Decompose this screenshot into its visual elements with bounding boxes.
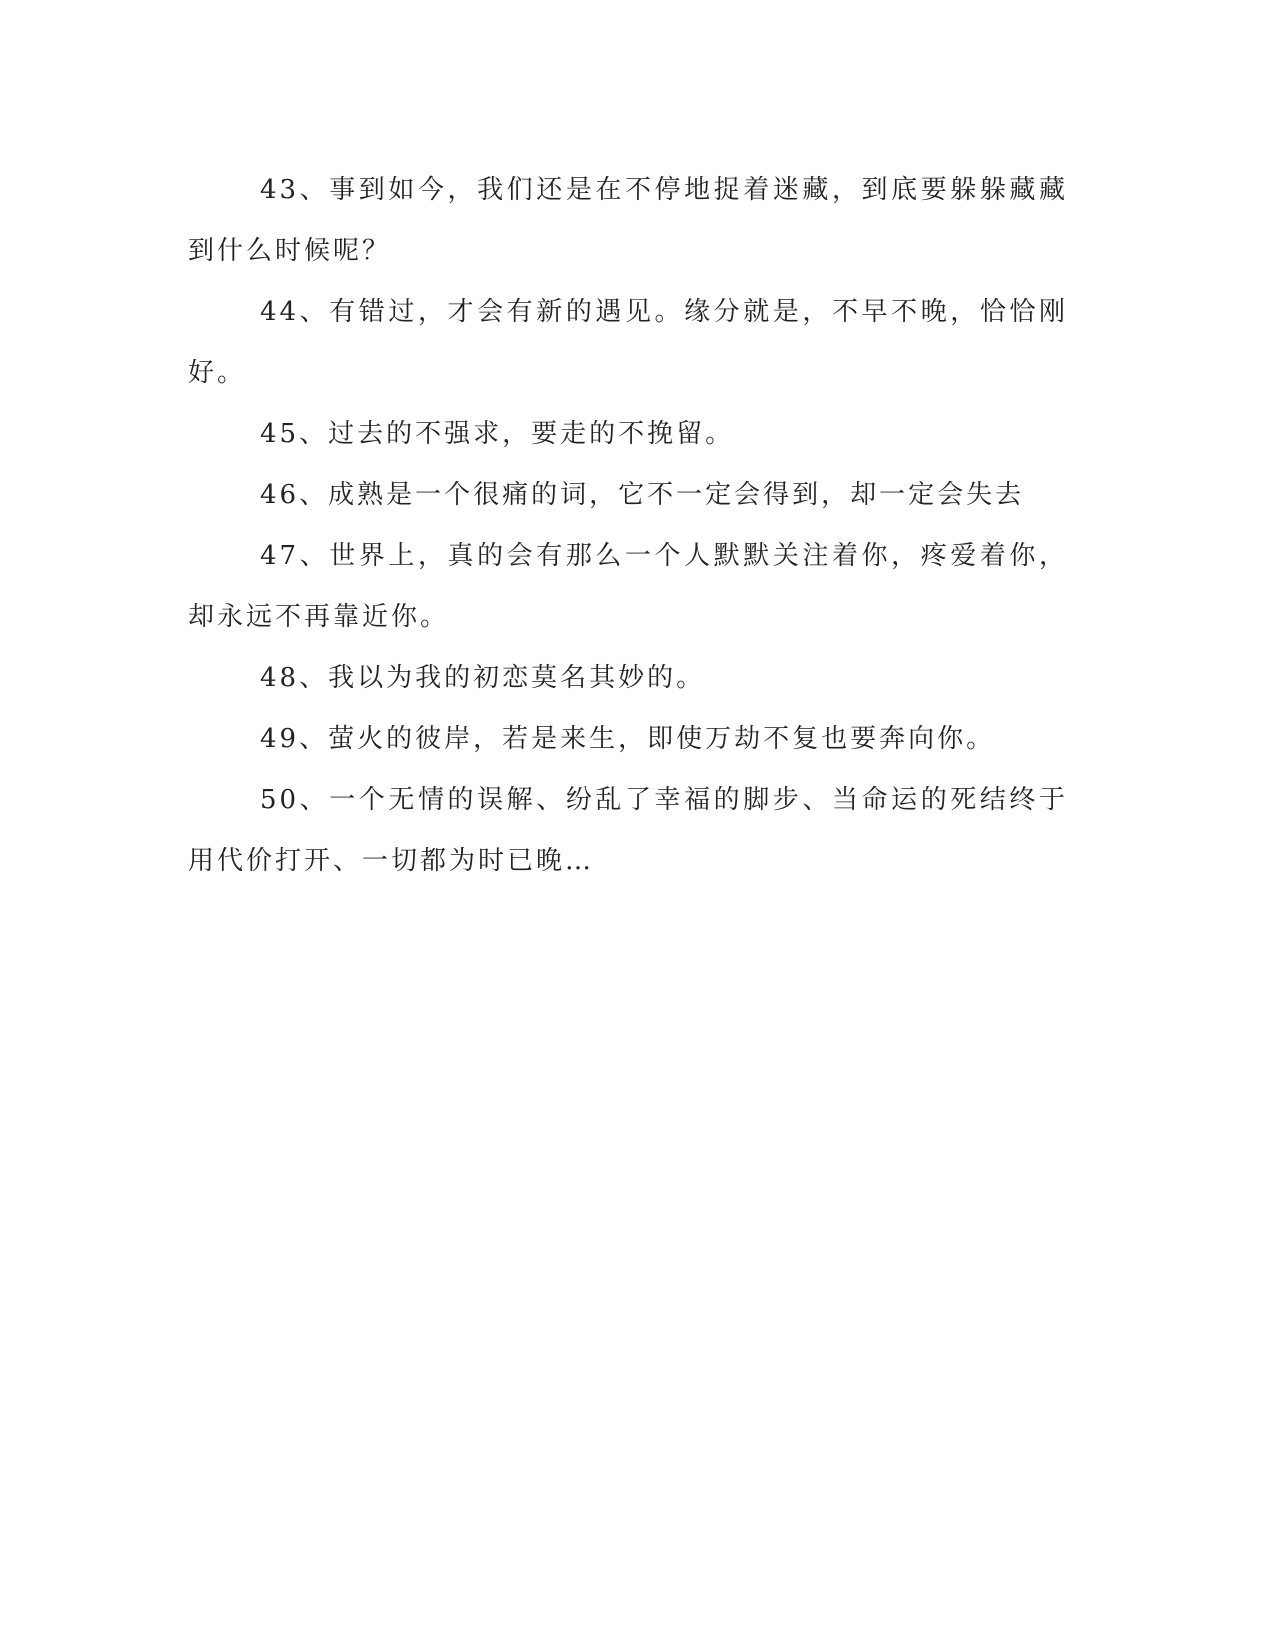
paragraph-46: 46、成熟是一个很痛的词，它不一定会得到，却一定会失去 — [260, 480, 1025, 510]
paragraph-44: 44、有错过，才会有新的遇见。缘分就是，不早不晚，恰恰刚好。 — [188, 297, 1068, 388]
document-body — [188, 160, 1068, 892]
paragraph-48: 48、我以为我的初恋莫名其妙的。 — [260, 663, 706, 693]
paragraph-47: 47、世界上，真的会有那么一个人默默关注着你，疼爱着你，却永远不再靠近你。 — [188, 541, 1068, 632]
paragraph-45: 45、过去的不强求，要走的不挽留。 — [260, 419, 735, 449]
paragraph-49: 49、萤火的彼岸，若是来生，即使万劫不复也要奔向你。 — [260, 724, 996, 754]
paragraph-43: 43、事到如今，我们还是在不停地捉着迷藏，到底要躲躲藏藏到什么时候呢？ — [188, 175, 1068, 266]
paragraph-50: 50、一个无情的误解、纷乱了幸福的脚步、当命运的死结终于用代价打开、一切都为时已晚… — [188, 785, 1068, 876]
